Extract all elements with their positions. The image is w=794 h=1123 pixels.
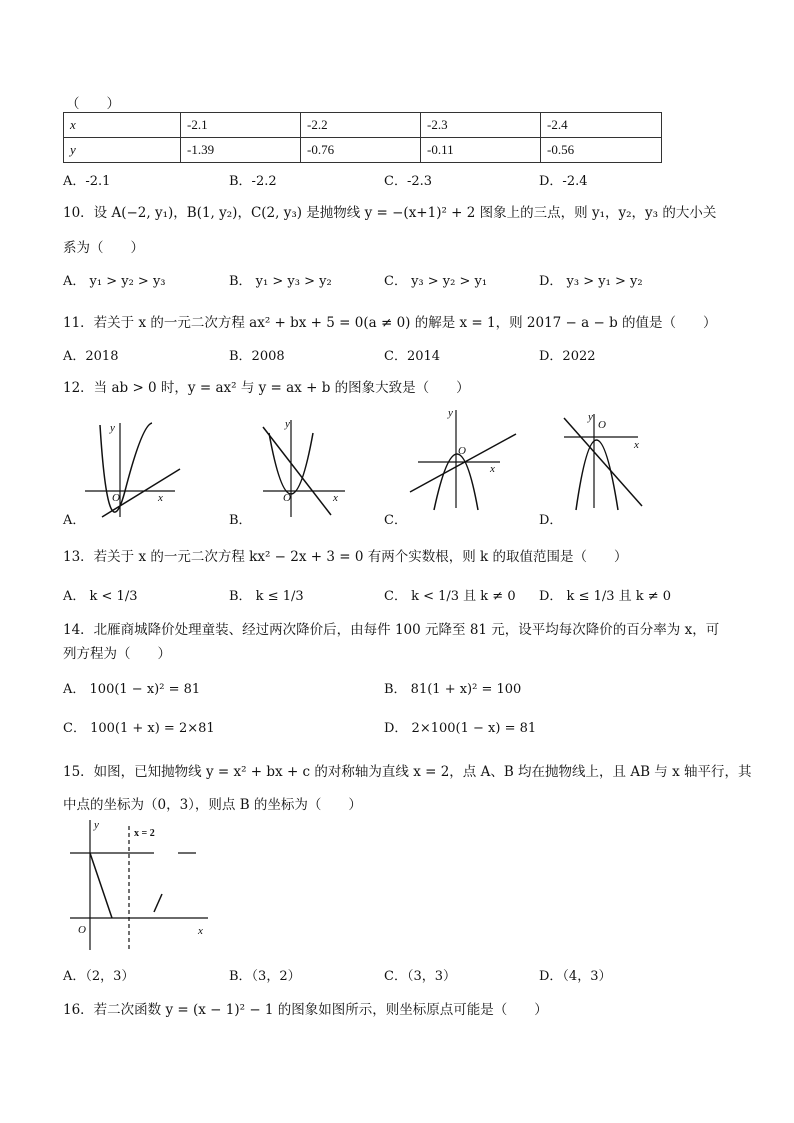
q12-option-c: C． [384,513,407,528]
q15-option-d: D．（4，3） [539,969,612,984]
q9-paren: （ ） [66,96,120,112]
q10-option-a: A． y₁ > y₂ > y₃ [63,274,166,289]
x-label: x [634,439,639,451]
x-label: x [158,492,163,504]
parabola-left-branch [90,853,112,918]
q10-option-c: C． y₃ > y₂ > y₁ [384,274,488,289]
q13-option-d: D． k ≤ 1/3 且 k ≠ 0 [539,589,672,604]
parabola-right-branch [154,894,162,912]
q9-table [63,112,662,163]
q12-option-d: D． [539,513,563,528]
y-label: y [110,422,115,434]
table-cell: x [64,113,181,138]
q10-option-b: B． y₁ > y₃ > y₂ [229,274,332,289]
q11-stem: 11．若关于 x 的一元二次方程 ax² + bx + 5 = 0(a ≠ 0) 的解是 x = 1，则 2017 − a − b 的值是（ ） [63,315,717,331]
q9-option-b: B．-2.2 [229,174,277,189]
q12-option-b: B． [229,513,252,528]
origin-label: O [598,419,606,431]
table-cell: -2.3 [421,113,541,138]
table-cell: -2.1 [181,113,301,138]
q14-option-c: C． 100(1 + x) = 2×81 [63,721,215,736]
table-cell: -0.56 [541,138,662,163]
axis-label: x = 2 [134,828,155,839]
q11-option-b: B．2008 [229,349,285,364]
table-cell: -2.2 [301,113,421,138]
origin-label: O [458,445,466,457]
q14-option-d: D． 2×100(1 − x) = 81 [384,721,537,736]
y-label: y [448,407,453,419]
line-graph [410,434,516,492]
q12-graph-a [80,415,190,525]
y-label: y [94,819,99,831]
q13-option-b: B． k ≤ 1/3 [229,589,304,604]
q14-option-a: A． 100(1 − x)² = 81 [63,682,201,697]
table-row [64,138,662,163]
x-label: x [333,492,338,504]
parabola-curve [100,423,152,512]
q12-option-a: A． [63,513,86,528]
table-cell: -0.76 [301,138,421,163]
q11-option-c: C．2014 [384,349,441,364]
q15-graph [66,816,216,956]
table-cell: -0.11 [421,138,541,163]
table-cell: y [64,138,181,163]
q9-option-c: C．-2.3 [384,174,433,189]
q11-option-a: A．2018 [63,349,119,364]
q10-option-d: D． y₃ > y₁ > y₂ [539,274,643,289]
q14-stem-line2: 列方程为（ ） [63,646,171,662]
q14-stem-line1: 14．北雁商城降价处理童装、经过两次降价后，由每件 100 元降至 81 元，设平均每次降价的百分率为 x，可 [63,622,720,638]
origin-label: O [283,492,291,504]
table-cell: -2.4 [541,113,662,138]
q16-stem: 16．若二次函数 y = (x − 1)² − 1 的图象如图所示，则坐标原点可能是（ ） [63,1002,548,1018]
origin-label: O [78,924,86,936]
x-label: x [490,463,495,475]
q15-stem-line1: 15．如图，已知抛物线 y = x² + bx + c 的对称轴为直线 x = 2，点 A、B 均在抛物线上，且 AB 与 x 轴平行，其 [63,764,752,780]
q15-option-c: C．（3，3） [384,969,456,984]
y-label: y [285,418,290,430]
parabola-curve [576,440,618,510]
q9-option-d: D．-2.4 [539,174,588,189]
q15-option-b: B．（3，2） [229,969,301,984]
q12-graph-c [400,408,520,518]
line-graph [263,427,331,515]
q13-option-c: C． k < 1/3 且 k ≠ 0 [384,589,516,604]
q14-option-b: B． 81(1 + x)² = 100 [384,682,522,697]
q15-option-a: A．（2，3） [63,969,135,984]
q12-graph-b [255,415,365,525]
origin-label: O [112,492,120,504]
q15-stem-line2: 中点的坐标为（0，3），则点 B 的坐标为（ ） [63,797,362,813]
q13-option-a: A． k < 1/3 [63,589,138,604]
q10-stem-line1: 10．设 A(−2, y₁)，B(1, y₂)，C(2, y₃) 是抛物线 y = −(x+1)² + 2 图象上的三点，则 y₁，y₂，y₃ 的大小关 [63,205,717,221]
q10-stem-line2: 系为（ ） [63,240,144,256]
q12-graph-d [558,410,658,520]
q11-option-d: D．2022 [539,349,596,364]
x-label: x [198,925,203,937]
q9-option-a: A．-2.1 [63,174,111,189]
q13-stem: 13．若关于 x 的一元二次方程 kx² − 2x + 3 = 0 有两个实数根，则 k 的取值范围是（ ） [63,549,628,565]
line-graph [564,418,642,506]
table-row [64,113,662,138]
table-cell: -1.39 [181,138,301,163]
y-label: y [588,411,593,423]
q12-stem: 12．当 ab > 0 时，y = ax² 与 y = ax + b 的图象大致是（ ） [63,380,470,396]
